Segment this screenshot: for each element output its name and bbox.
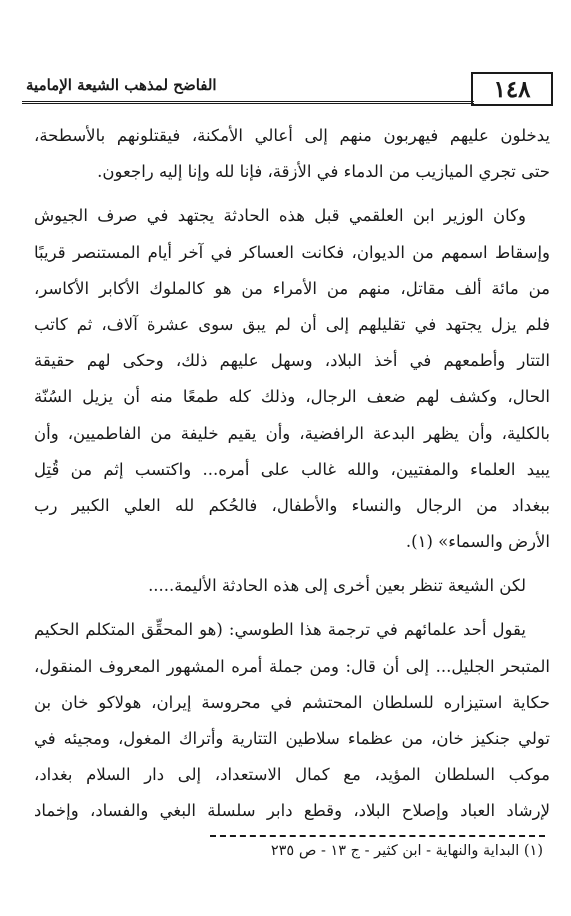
text-line: لإرشاد العباد وإصلاح البلاد، وقطع دابر سلسلة البغي والفساد، وإخماد <box>34 801 550 821</box>
book-title: الفاضح لمذهب الشيعة الإمامية <box>26 76 217 94</box>
text-line: المتبحر الجليل... إلى أن قال: ومن جملة أمره المشهور المعروف المنقول، <box>34 656 550 676</box>
text-line: من مائة ألف مقاتل، منهم من الأمراء من هو كالملوك الأكابر الأكاسر، <box>34 278 550 298</box>
text-line: حكاية استيزاره للسلطان المحتشم في محروسة إيران، هولاكو خان بن <box>34 692 550 712</box>
text-line: لكن الشيعة تنظر بعين أخرى إلى هذه الحادثة الأليمة..... <box>148 576 526 596</box>
text-line: يبيد العلماء والمفتيين، والله غالب على أمره... واكتسب إثم من قُتِل <box>34 459 550 479</box>
body-text <box>34 118 550 830</box>
text-line: ببغداد من الرجال والنساء والأطفال، فالحُكم لله العلي الكبير رب <box>34 495 550 515</box>
footnote: (١) البداية والنهاية - ابن كثير - ج ١٣ - ص ٢٣٥ <box>270 843 543 859</box>
paragraph <box>34 612 550 829</box>
text-line: يدخلون عليهم فيهربون منهم إلى أعالي الأمكنة، فيقتلونهم بالأسطحة، <box>34 126 550 145</box>
text-line: بالكلية، وأن يظهر البدعة الرافضية، وأن يقيم خليفة من الفاطميين، وأن <box>34 423 550 443</box>
text-line: وكان الوزير ابن العلقمي قبل هذه الحادثة يجتهد في صرف الجيوش <box>34 206 526 226</box>
page-number: ١٤٨ <box>493 75 531 103</box>
text-line: فلم يزل يجتهد في تقليلهم إلى أن لم يبق سوى عشرة آلاف، ثم كاتب <box>34 314 550 334</box>
text-line: وإسقاط اسمهم من الديوان، فكانت العساكر في آخر أيام المستنصر قريبًا <box>34 242 550 262</box>
running-header <box>22 72 553 108</box>
text-line: الحال، وكشف لهم ضعف الرجال، وذلك كله طمعًا منه أن يزيل السُنّة <box>34 387 550 407</box>
paragraph <box>34 118 550 190</box>
header-rule <box>22 101 474 104</box>
text-line: التتار وأطمعهم في أخذ البلاد، وسهل عليهم ذلك، وحكى لهم حقيقة <box>34 351 550 371</box>
text-line: الأرض والسماء» (١). <box>405 532 550 552</box>
paragraph <box>34 198 550 560</box>
text-line: حتى تجري الميازيب من الدماء في الأزقة، فإنا لله وإنا إليه راجعون. <box>97 162 550 182</box>
text-line: تولي جنكيز خان، من عظماء سلاطين التتارية وأتراك المغول، ومجيئه في <box>34 729 550 748</box>
footnote-separator <box>210 835 545 837</box>
text-line: موكب السلطان المؤيد، مع كمال الاستعداد، إلى دار السلام بغداد، <box>34 765 550 785</box>
text-line: يقول أحد علمائهم في ترجمة هذا الطوسي: (هو المحقِّق المتكلم الحكيم <box>34 620 526 640</box>
page-number-box <box>471 72 553 106</box>
paragraph <box>34 568 550 604</box>
